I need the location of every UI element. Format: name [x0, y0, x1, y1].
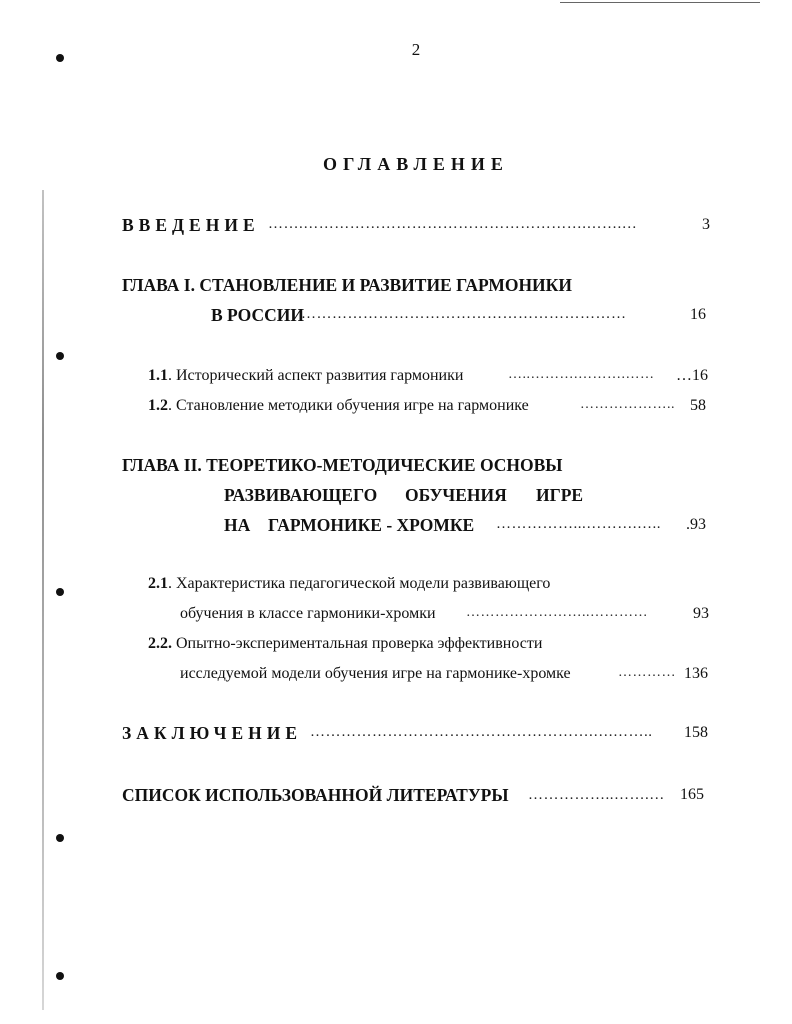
- toc-entry-conclusion-label: ЗАКЛЮЧЕНИЕ: [122, 723, 303, 743]
- toc-entry-bibliography-label: СПИСОК ИСПОЛЬЗОВАННОЙ ЛИТЕРАТУРЫ: [122, 785, 509, 805]
- toc-chapter1-dots: ………………………………………………………: [301, 306, 627, 322]
- toc-chapter2-word: ОБУЧЕНИЯ: [405, 485, 507, 505]
- toc-entry-intro-dots: …….……………………………………………….…….…: [268, 216, 638, 232]
- section-number: 1.1: [148, 367, 168, 384]
- toc-chapter2-word: ИГРЕ: [536, 485, 584, 505]
- toc-section-2-2-dots: …………: [618, 665, 676, 680]
- toc-entry-conclusion-page: 158: [684, 724, 708, 741]
- punch-hole-mark: [56, 972, 64, 980]
- toc-section-2-2-page: 136: [684, 665, 708, 682]
- toc-chapter1-line1: ГЛАВА I. СТАНОВЛЕНИЕ И РАЗВИТИЕ ГАРМОНИКИ: [122, 275, 572, 295]
- section-label: Опытно-экспериментальная проверка эффективности: [172, 635, 543, 652]
- section-number: 1.2: [148, 397, 168, 414]
- toc-chapter2-dots: ……………...……….…..: [496, 516, 661, 532]
- toc-chapter2-page: .93: [686, 516, 706, 533]
- toc-chapter1-page: 16: [690, 306, 706, 323]
- page-number: 2: [411, 40, 421, 59]
- section-label: . Исторический аспект развития гармоники: [168, 367, 464, 384]
- toc-section-2-1-dots: ……………………..…………: [466, 605, 648, 620]
- punch-hole-mark: [56, 588, 64, 596]
- toc-section-1-1: [148, 367, 463, 385]
- toc-section-1-1-page: …16: [676, 367, 708, 384]
- section-number: 2.1: [148, 575, 168, 592]
- toc-section-1-2-page: 58: [690, 397, 706, 414]
- section-label: . Характеристика педагогической модели развивающего: [168, 575, 551, 592]
- toc-section-1-1-dots: …..……….……….……: [508, 367, 655, 382]
- toc-chapter2-word: РАЗВИВАЮЩЕГО: [224, 485, 378, 505]
- toc-chapter2-word: НА: [224, 515, 251, 535]
- toc-section-2-1-line2: обучения в классе гармоники-хромки: [180, 605, 436, 622]
- toc-entry-bibliography-dots: ……………..…….…: [528, 787, 665, 803]
- toc-entry-intro-label: ВВЕДЕНИЕ: [122, 215, 260, 235]
- toc-entry-bibliography-page: 165: [680, 786, 704, 803]
- toc-section-2-2: [148, 635, 542, 653]
- punch-hole-mark: [56, 834, 64, 842]
- section-number: 2.2.: [148, 635, 172, 652]
- page-title: ОГЛАВЛЕНИЕ: [323, 154, 509, 174]
- scan-binding-edge: [42, 190, 44, 1010]
- toc-section-1-2-dots: ………………..: [580, 397, 675, 412]
- toc-chapter2-line1: ГЛАВА II. ТЕОРЕТИКО-МЕТОДИЧЕСКИЕ ОСНОВЫ: [122, 455, 563, 475]
- section-label: . Становление методики обучения игре на гармонике: [168, 397, 529, 414]
- toc-entry-conclusion-dots: ……………………………………………….….……..: [310, 724, 653, 740]
- toc-section-2-1-page: 93: [693, 605, 709, 622]
- scan-top-line: [560, 2, 760, 3]
- toc-chapter2-word: ГАРМОНИКЕ - ХРОМКЕ: [268, 515, 475, 535]
- toc-chapter1-line2: В РОССИИ: [211, 305, 304, 325]
- toc-section-2-1: [148, 575, 550, 593]
- toc-entry-intro-page: 3: [702, 216, 710, 233]
- punch-hole-mark: [56, 352, 64, 360]
- toc-section-1-2: [148, 397, 529, 415]
- toc-section-2-2-line2: исследуемой модели обучения игре на гармонике-хромке: [180, 665, 571, 682]
